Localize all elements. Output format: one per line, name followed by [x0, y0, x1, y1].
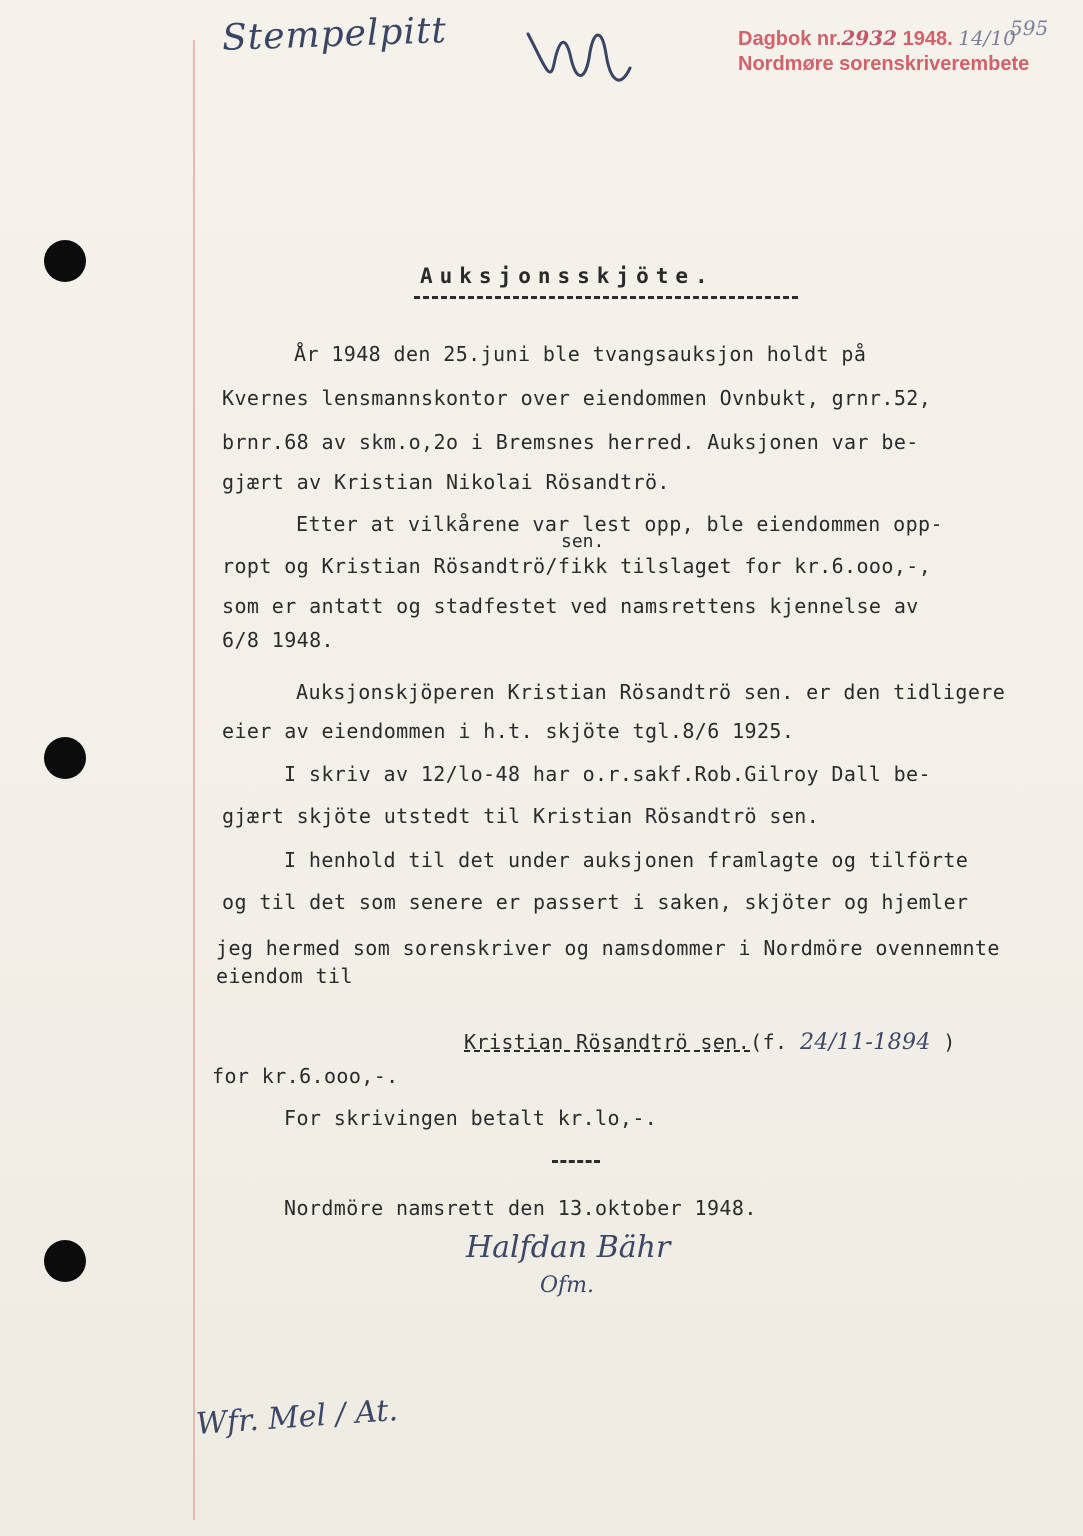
stamp-office: Nordmøre sorenskriverembete: [738, 53, 1030, 75]
body-line: gjært av Kristian Nikolai Rösandtrö.: [222, 470, 670, 494]
title-underline: [414, 296, 798, 299]
body-line: I skriv av 12/lo-48 har o.r.sakf.Rob.Gilroy Dall be-: [284, 762, 931, 786]
price-line: for kr.6.ooo,-.: [212, 1064, 399, 1088]
document-title: Auksjonsskjöte.: [420, 264, 715, 288]
margin-line: [193, 40, 195, 1520]
body-line: År 1948 den 25.juni ble tvangsauksjon holdt på: [294, 342, 867, 366]
body-line: 6/8 1948.: [222, 628, 334, 652]
grantee-name: Kristian Rösandtrö sen.: [464, 1030, 751, 1054]
body-line: Kvernes lensmannskontor over eiendommen Ovnbukt, grnr.52,: [222, 386, 932, 410]
inserted-word: sen.: [561, 531, 605, 552]
grantee-line: [464, 1030, 956, 1055]
stamp-year: 1948.: [902, 28, 953, 50]
body-line: eiendom til: [216, 964, 353, 988]
birth-date-handwritten: 24/11-1894: [799, 1030, 931, 1055]
fee-line: For skrivingen betalt kr.lo,-.: [284, 1106, 658, 1130]
body-line: I henhold til det under auksjonen framlagte og tilförte: [284, 848, 969, 872]
handwritten-note: Stempelpitt: [221, 10, 448, 59]
body-line: Etter at vilkårene var lest opp, ble eiendommen opp-: [296, 512, 943, 536]
registry-stamp: [738, 26, 1029, 76]
body-line: jeg hermed som sorenskriver og namsdommer i Nordmöre ovennemnte: [216, 936, 1000, 960]
page-number: 595: [1010, 16, 1049, 40]
punch-hole: [44, 1240, 86, 1282]
body-line: gjært skjöte utstedt til Kristian Rösandtrö sen.: [222, 804, 820, 828]
stamp-prefix: Dagbok nr.: [738, 28, 842, 50]
body-line: eier av eiendommen i h.t. skjöte tgl.8/6 1925.: [222, 719, 795, 743]
body-line: brnr.68 av skm.o,2o i Bremsnes herred. Auksjonen var be-: [222, 430, 919, 454]
body-line: og til det som senere er passert i saken, skjöter og hjemler: [222, 890, 969, 914]
bottom-handwritten-note: Wfr. Mel / At.: [195, 1392, 400, 1443]
place-date-line: Nordmöre namsrett den 13.oktober 1948.: [284, 1196, 757, 1220]
birth-prefix: (f.: [750, 1030, 788, 1054]
section-divider: [552, 1160, 600, 1163]
signature-title: Ofm.: [540, 1273, 595, 1298]
birth-suffix: ): [943, 1030, 956, 1054]
punch-hole: [44, 240, 86, 282]
body-line: ropt og Kristian Rösandtrö/fikk tilslaget for kr.6.ooo,-,: [222, 554, 932, 578]
punch-hole: [44, 737, 86, 779]
stamp-date: 14/10: [958, 26, 1016, 50]
stamp-number: 2932: [841, 26, 898, 50]
handwritten-scribble: [524, 24, 634, 94]
body-line: Auksjonskjöperen Kristian Rösandtrö sen. er den tidligere: [296, 680, 1006, 704]
body-line: som er antatt og stadfestet ved namsrettens kjennelse av: [222, 594, 919, 618]
signature: Halfdan Bähr: [466, 1230, 671, 1265]
